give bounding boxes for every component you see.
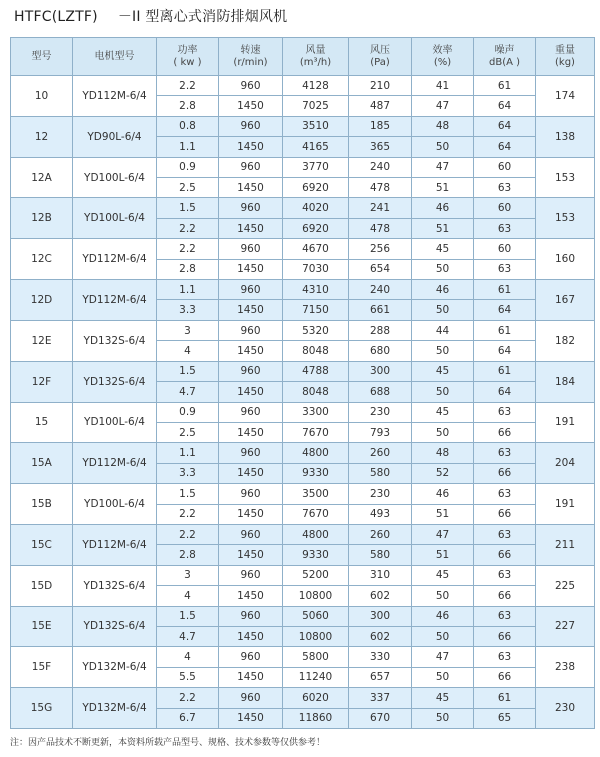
speed-cell: 960 — [219, 688, 283, 708]
table-row — [11, 320, 595, 340]
motor-model-cell: YD132S-6/4 — [73, 361, 157, 402]
speed-cell: 1450 — [219, 708, 283, 728]
power-cell: 2.5 — [157, 178, 219, 198]
model-cell: 10 — [11, 76, 73, 117]
weight-cell: 184 — [536, 361, 595, 402]
noise-cell: 66 — [474, 422, 536, 442]
airflow-cell: 6920 — [283, 178, 349, 198]
weight-cell: 211 — [536, 524, 595, 565]
noise-cell: 60 — [474, 157, 536, 177]
noise-cell: 64 — [474, 116, 536, 136]
weight-cell: 182 — [536, 320, 595, 361]
efficiency-cell: 46 — [412, 606, 474, 626]
pressure-cell: 661 — [349, 300, 412, 320]
efficiency-cell: 45 — [412, 239, 474, 259]
model-cell: 15F — [11, 647, 73, 688]
power-cell: 0.9 — [157, 157, 219, 177]
noise-cell: 65 — [474, 708, 536, 728]
table-row — [11, 688, 595, 708]
efficiency-cell: 50 — [412, 626, 474, 646]
table-body — [11, 76, 595, 729]
pressure-cell: 185 — [349, 116, 412, 136]
airflow-cell: 10800 — [283, 586, 349, 606]
model-cell: 15G — [11, 688, 73, 729]
pressure-cell: 493 — [349, 504, 412, 524]
pressure-cell: 793 — [349, 422, 412, 442]
airflow-cell: 9330 — [283, 545, 349, 565]
pressure-cell: 602 — [349, 626, 412, 646]
motor-model-cell: YD132S-6/4 — [73, 606, 157, 647]
noise-cell: 63 — [474, 402, 536, 422]
airflow-cell: 7670 — [283, 504, 349, 524]
airflow-cell: 4128 — [283, 76, 349, 96]
efficiency-cell: 50 — [412, 341, 474, 361]
airflow-cell: 4800 — [283, 524, 349, 544]
header-weight: 重量 (kg) — [536, 38, 595, 76]
model-cell: 12B — [11, 198, 73, 239]
pressure-cell: 310 — [349, 565, 412, 585]
pressure-cell: 670 — [349, 708, 412, 728]
noise-cell: 61 — [474, 320, 536, 340]
speed-cell: 1450 — [219, 586, 283, 606]
table-row — [11, 157, 595, 177]
power-cell: 1.5 — [157, 484, 219, 504]
speed-cell: 1450 — [219, 218, 283, 238]
efficiency-cell: 50 — [412, 137, 474, 157]
airflow-cell: 3300 — [283, 402, 349, 422]
power-cell: 4 — [157, 647, 219, 667]
noise-cell: 63 — [474, 647, 536, 667]
speed-cell: 960 — [219, 76, 283, 96]
airflow-cell: 9330 — [283, 463, 349, 483]
model-cell: 12F — [11, 361, 73, 402]
speed-cell: 960 — [219, 198, 283, 218]
power-cell: 0.9 — [157, 402, 219, 422]
noise-cell: 63 — [474, 606, 536, 626]
pressure-cell: 256 — [349, 239, 412, 259]
noise-cell: 60 — [474, 198, 536, 218]
speed-cell: 1450 — [219, 504, 283, 524]
header-motor-model: 电机型号 — [73, 38, 157, 76]
noise-cell: 63 — [474, 484, 536, 504]
speed-cell: 960 — [219, 116, 283, 136]
table-row — [11, 443, 595, 463]
speed-cell: 1450 — [219, 463, 283, 483]
power-cell: 3 — [157, 320, 219, 340]
airflow-cell: 4020 — [283, 198, 349, 218]
table-row — [11, 524, 595, 544]
efficiency-cell: 50 — [412, 259, 474, 279]
airflow-cell: 5200 — [283, 565, 349, 585]
power-cell: 4 — [157, 586, 219, 606]
weight-cell: 238 — [536, 647, 595, 688]
speed-cell: 1450 — [219, 422, 283, 442]
pressure-cell: 260 — [349, 524, 412, 544]
motor-model-cell: YD90L-6/4 — [73, 116, 157, 157]
pressure-cell: 288 — [349, 320, 412, 340]
noise-cell: 64 — [474, 382, 536, 402]
efficiency-cell: 48 — [412, 443, 474, 463]
efficiency-cell: 50 — [412, 422, 474, 442]
model-cell: 15A — [11, 443, 73, 484]
power-cell: 4.7 — [157, 626, 219, 646]
power-cell: 2.2 — [157, 239, 219, 259]
speed-cell: 960 — [219, 239, 283, 259]
noise-cell: 61 — [474, 361, 536, 381]
weight-cell: 191 — [536, 402, 595, 443]
efficiency-cell: 50 — [412, 708, 474, 728]
motor-model-cell: YD100L-6/4 — [73, 484, 157, 525]
pressure-cell: 580 — [349, 463, 412, 483]
model-cell: 15 — [11, 402, 73, 443]
weight-cell: 227 — [536, 606, 595, 647]
table-row — [11, 280, 595, 300]
motor-model-cell: YD112M-6/4 — [73, 443, 157, 484]
table-row — [11, 76, 595, 96]
speed-cell: 960 — [219, 280, 283, 300]
airflow-cell: 10800 — [283, 626, 349, 646]
airflow-cell: 4788 — [283, 361, 349, 381]
power-cell: 2.2 — [157, 218, 219, 238]
efficiency-cell: 46 — [412, 280, 474, 300]
motor-model-cell: YD132S-6/4 — [73, 320, 157, 361]
pressure-cell: 300 — [349, 361, 412, 381]
airflow-cell: 4800 — [283, 443, 349, 463]
airflow-cell: 5060 — [283, 606, 349, 626]
pressure-cell: 478 — [349, 178, 412, 198]
efficiency-cell: 52 — [412, 463, 474, 483]
pressure-cell: 478 — [349, 218, 412, 238]
model-cell: 15B — [11, 484, 73, 525]
power-cell: 5.5 — [157, 667, 219, 687]
speed-cell: 960 — [219, 320, 283, 340]
speed-cell: 1450 — [219, 341, 283, 361]
model-cell: 15D — [11, 565, 73, 606]
noise-cell: 63 — [474, 443, 536, 463]
pressure-cell: 680 — [349, 341, 412, 361]
speed-cell: 960 — [219, 647, 283, 667]
power-cell: 2.8 — [157, 96, 219, 116]
model-cell: 15C — [11, 524, 73, 565]
power-cell: 4.7 — [157, 382, 219, 402]
noise-cell: 64 — [474, 96, 536, 116]
noise-cell: 66 — [474, 504, 536, 524]
motor-model-cell: YD100L-6/4 — [73, 402, 157, 443]
weight-cell: 225 — [536, 565, 595, 606]
power-cell: 6.7 — [157, 708, 219, 728]
efficiency-cell: 51 — [412, 545, 474, 565]
page-title — [14, 6, 287, 26]
speed-cell: 960 — [219, 565, 283, 585]
motor-model-cell: YD100L-6/4 — [73, 157, 157, 198]
speed-cell: 960 — [219, 606, 283, 626]
airflow-cell: 7030 — [283, 259, 349, 279]
speed-cell: 1450 — [219, 545, 283, 565]
table-row — [11, 484, 595, 504]
airflow-cell: 6020 — [283, 688, 349, 708]
weight-cell: 204 — [536, 443, 595, 484]
title-main: HTFC(LZTF) — [14, 9, 98, 25]
table-row — [11, 402, 595, 422]
power-cell: 2.8 — [157, 259, 219, 279]
power-cell: 3.3 — [157, 463, 219, 483]
power-cell: 2.2 — [157, 504, 219, 524]
power-cell: 2.2 — [157, 76, 219, 96]
efficiency-cell: 45 — [412, 361, 474, 381]
speed-cell: 1450 — [219, 626, 283, 646]
efficiency-cell: 50 — [412, 667, 474, 687]
speed-cell: 1450 — [219, 259, 283, 279]
motor-model-cell: YD112M-6/4 — [73, 239, 157, 280]
power-cell: 1.5 — [157, 198, 219, 218]
model-cell: 12D — [11, 280, 73, 321]
table-header-row — [11, 38, 595, 76]
efficiency-cell: 45 — [412, 565, 474, 585]
airflow-cell: 5800 — [283, 647, 349, 667]
power-cell: 1.1 — [157, 137, 219, 157]
pressure-cell: 240 — [349, 280, 412, 300]
noise-cell: 64 — [474, 137, 536, 157]
header-speed: 转速 (r/min) — [219, 38, 283, 76]
airflow-cell: 3500 — [283, 484, 349, 504]
efficiency-cell: 51 — [412, 504, 474, 524]
power-cell: 1.5 — [157, 606, 219, 626]
noise-cell: 63 — [474, 218, 536, 238]
weight-cell: 191 — [536, 484, 595, 525]
title-sub: －II 型离心式消防排烟风机 — [117, 9, 288, 25]
pressure-cell: 230 — [349, 484, 412, 504]
pressure-cell: 580 — [349, 545, 412, 565]
pressure-cell: 241 — [349, 198, 412, 218]
efficiency-cell: 50 — [412, 586, 474, 606]
airflow-cell: 7025 — [283, 96, 349, 116]
noise-cell: 61 — [474, 76, 536, 96]
power-cell: 2.2 — [157, 688, 219, 708]
power-cell: 0.8 — [157, 116, 219, 136]
speed-cell: 960 — [219, 443, 283, 463]
power-cell: 1.1 — [157, 443, 219, 463]
airflow-cell: 4670 — [283, 239, 349, 259]
noise-cell: 61 — [474, 280, 536, 300]
efficiency-cell: 47 — [412, 157, 474, 177]
efficiency-cell: 46 — [412, 484, 474, 504]
airflow-cell: 11240 — [283, 667, 349, 687]
speed-cell: 1450 — [219, 300, 283, 320]
footnote: 注：因产品技术不断更新，本资料所载产品型号、规格、技术参数等仅供参考！ — [10, 738, 326, 748]
airflow-cell: 8048 — [283, 382, 349, 402]
speed-cell: 960 — [219, 524, 283, 544]
power-cell: 1.5 — [157, 361, 219, 381]
speed-cell: 960 — [219, 402, 283, 422]
model-cell: 12C — [11, 239, 73, 280]
model-cell: 12 — [11, 116, 73, 157]
weight-cell: 174 — [536, 76, 595, 117]
pressure-cell: 487 — [349, 96, 412, 116]
table-row — [11, 647, 595, 667]
speed-cell: 1450 — [219, 382, 283, 402]
efficiency-cell: 47 — [412, 524, 474, 544]
pressure-cell: 602 — [349, 586, 412, 606]
motor-model-cell: YD112M-6/4 — [73, 76, 157, 117]
model-cell: 12E — [11, 320, 73, 361]
pressure-cell: 230 — [349, 402, 412, 422]
noise-cell: 66 — [474, 586, 536, 606]
weight-cell: 230 — [536, 688, 595, 729]
noise-cell: 60 — [474, 239, 536, 259]
airflow-cell: 3510 — [283, 116, 349, 136]
table-row — [11, 606, 595, 626]
speed-cell: 1450 — [219, 178, 283, 198]
noise-cell: 66 — [474, 667, 536, 687]
weight-cell: 153 — [536, 157, 595, 198]
airflow-cell: 4310 — [283, 280, 349, 300]
noise-cell: 63 — [474, 178, 536, 198]
power-cell: 3.3 — [157, 300, 219, 320]
pressure-cell: 260 — [349, 443, 412, 463]
power-cell: 3 — [157, 565, 219, 585]
efficiency-cell: 47 — [412, 647, 474, 667]
power-cell: 4 — [157, 341, 219, 361]
efficiency-cell: 51 — [412, 218, 474, 238]
table-row — [11, 565, 595, 585]
speed-cell: 960 — [219, 484, 283, 504]
airflow-cell: 7150 — [283, 300, 349, 320]
airflow-cell: 11860 — [283, 708, 349, 728]
efficiency-cell: 44 — [412, 320, 474, 340]
pressure-cell: 240 — [349, 157, 412, 177]
pressure-cell: 688 — [349, 382, 412, 402]
header-model: 型号 — [11, 38, 73, 76]
noise-cell: 61 — [474, 688, 536, 708]
noise-cell: 63 — [474, 524, 536, 544]
airflow-cell: 7670 — [283, 422, 349, 442]
noise-cell: 66 — [474, 626, 536, 646]
noise-cell: 63 — [474, 259, 536, 279]
table-row — [11, 116, 595, 136]
noise-cell: 63 — [474, 565, 536, 585]
power-cell: 2.8 — [157, 545, 219, 565]
noise-cell: 64 — [474, 300, 536, 320]
airflow-cell: 6920 — [283, 218, 349, 238]
motor-model-cell: YD132M-6/4 — [73, 688, 157, 729]
efficiency-cell: 50 — [412, 382, 474, 402]
table-row — [11, 361, 595, 381]
motor-model-cell: YD112M-6/4 — [73, 524, 157, 565]
efficiency-cell: 50 — [412, 300, 474, 320]
efficiency-cell: 46 — [412, 198, 474, 218]
power-cell: 2.5 — [157, 422, 219, 442]
pressure-cell: 330 — [349, 647, 412, 667]
weight-cell: 153 — [536, 198, 595, 239]
model-cell: 12A — [11, 157, 73, 198]
model-cell: 15E — [11, 606, 73, 647]
pressure-cell: 365 — [349, 137, 412, 157]
motor-model-cell: YD112M-6/4 — [73, 280, 157, 321]
efficiency-cell: 45 — [412, 402, 474, 422]
power-cell: 2.2 — [157, 524, 219, 544]
pressure-cell: 210 — [349, 76, 412, 96]
weight-cell: 160 — [536, 239, 595, 280]
noise-cell: 66 — [474, 545, 536, 565]
pressure-cell: 657 — [349, 667, 412, 687]
spec-table — [10, 37, 595, 729]
table-row — [11, 198, 595, 218]
airflow-cell: 8048 — [283, 341, 349, 361]
header-power: 功率 ( kw ) — [157, 38, 219, 76]
speed-cell: 960 — [219, 361, 283, 381]
efficiency-cell: 41 — [412, 76, 474, 96]
speed-cell: 1450 — [219, 137, 283, 157]
motor-model-cell: YD132M-6/4 — [73, 647, 157, 688]
header-efficiency: 效率 (%) — [412, 38, 474, 76]
efficiency-cell: 48 — [412, 116, 474, 136]
airflow-cell: 3770 — [283, 157, 349, 177]
speed-cell: 960 — [219, 157, 283, 177]
pressure-cell: 654 — [349, 259, 412, 279]
airflow-cell: 4165 — [283, 137, 349, 157]
power-cell: 1.1 — [157, 280, 219, 300]
noise-cell: 66 — [474, 463, 536, 483]
header-airflow: 风量 (m³/h) — [283, 38, 349, 76]
motor-model-cell: YD132S-6/4 — [73, 565, 157, 606]
header-noise: 噪声 dB(A ) — [474, 38, 536, 76]
pressure-cell: 300 — [349, 606, 412, 626]
header-pressure: 风压 (Pa) — [349, 38, 412, 76]
efficiency-cell: 45 — [412, 688, 474, 708]
speed-cell: 1450 — [219, 667, 283, 687]
weight-cell: 138 — [536, 116, 595, 157]
speed-cell: 1450 — [219, 96, 283, 116]
airflow-cell: 5320 — [283, 320, 349, 340]
motor-model-cell: YD100L-6/4 — [73, 198, 157, 239]
pressure-cell: 337 — [349, 688, 412, 708]
weight-cell: 167 — [536, 280, 595, 321]
efficiency-cell: 47 — [412, 96, 474, 116]
table-row — [11, 239, 595, 259]
noise-cell: 64 — [474, 341, 536, 361]
efficiency-cell: 51 — [412, 178, 474, 198]
